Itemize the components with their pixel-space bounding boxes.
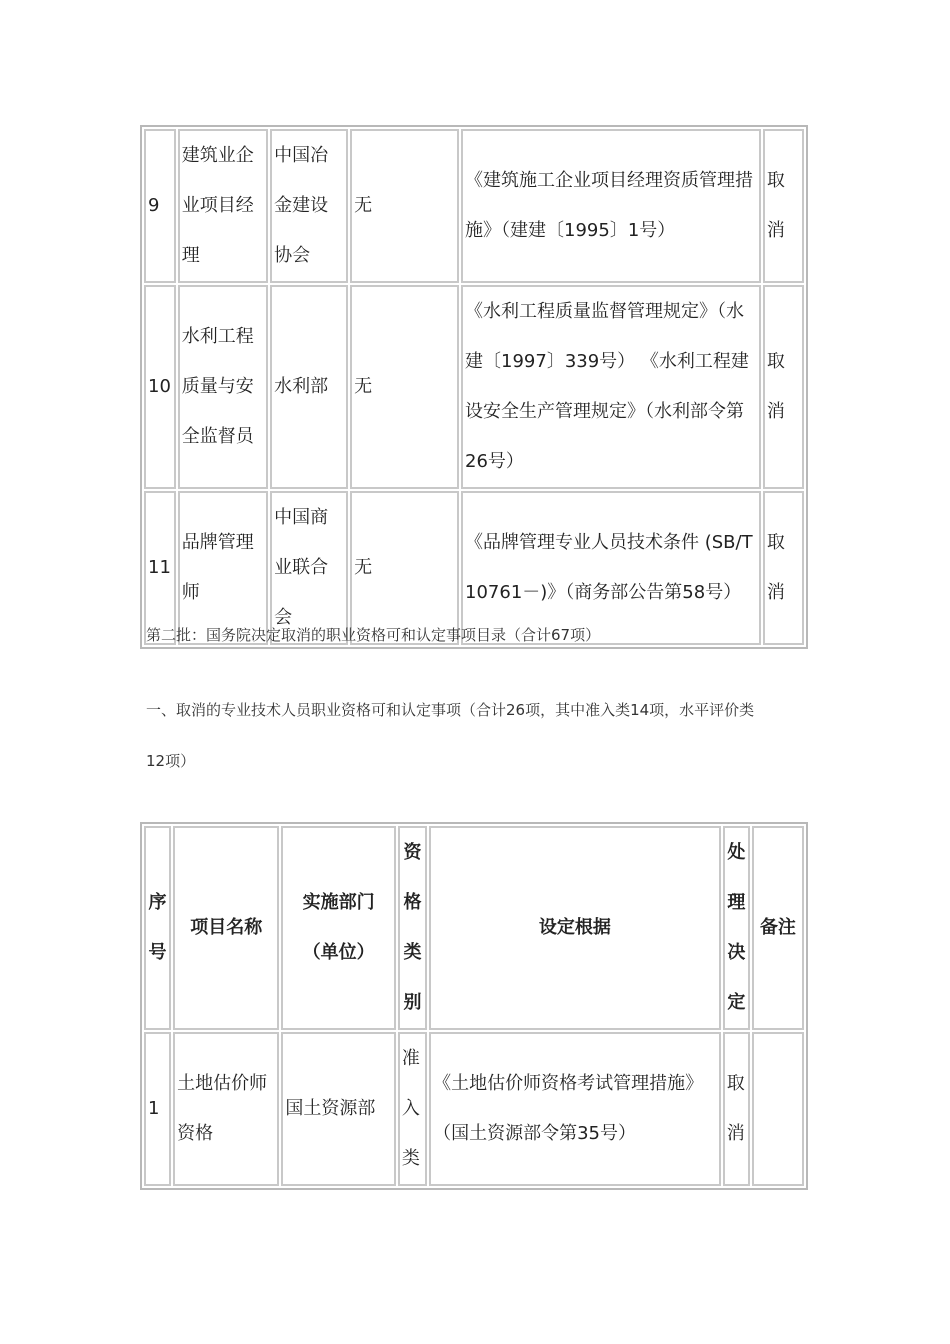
- legal-basis-cell: [461, 285, 761, 489]
- item-name: 品牌管理师: [178, 491, 268, 645]
- header-decision: 处理决定: [723, 826, 750, 1030]
- decision: 取消: [763, 285, 804, 489]
- department: 国土资源部: [281, 1032, 396, 1186]
- item-name: 水利工程质量与安全监督员: [178, 285, 268, 489]
- qualification-type: 准入类: [398, 1032, 427, 1186]
- batch2-heading: 第二批：国务院决定取消的职业资格可和认定事项目录（合计67项）: [146, 626, 601, 644]
- remark: [752, 1032, 804, 1186]
- department: 中国商业联合会: [270, 491, 348, 645]
- section1-heading: 一、取消的专业技术人员职业资格可和认定事项（合计26项，其中准入类14项，水平评价类: [146, 701, 755, 719]
- header-remark: 备注: [752, 826, 804, 1030]
- department: 水利部: [270, 285, 348, 489]
- row-number: 9: [144, 129, 176, 283]
- header-no: 序号: [144, 826, 171, 1030]
- table-row: [144, 129, 804, 283]
- legal-basis: 《品牌管理专业人员技术条件 (SB/T 10761－)》（商务部公告第58号）: [461, 491, 761, 645]
- decision: 取消: [723, 1032, 750, 1186]
- legal-basis: 《土地估价师资格考试管理措施》（国土资源部令第35号）: [429, 1032, 721, 1186]
- legal-basis: 《建筑施工企业项目经理资质管理措施》（建建〔1995〕1号）: [461, 129, 761, 283]
- header-name: 项目名称: [173, 826, 279, 1030]
- item-name: 建筑业企业项目经理: [178, 129, 268, 283]
- decision: 取消: [763, 491, 804, 645]
- legal-basis: 《水利工程质量监督管理规定》（水建〔1997〕339号）: [465, 301, 745, 372]
- row-number: 1: [144, 1032, 171, 1186]
- table-row: [144, 1032, 804, 1186]
- item-name: 土地估价师资格: [173, 1032, 279, 1186]
- header-basis: 设定根据: [429, 826, 721, 1030]
- header-type: 资格类别: [398, 826, 427, 1030]
- table-row: [144, 285, 804, 489]
- row-number: 11: [144, 491, 176, 645]
- table-header-row: [144, 826, 804, 1030]
- legal-basis-secondary: 《水利工程建设安全生产管理规定》（水利部令第26号）: [465, 351, 749, 472]
- header-dept: 实施部门（单位）: [281, 826, 396, 1030]
- qualification-type: 无: [350, 491, 459, 645]
- qualification-type: 无: [350, 129, 459, 283]
- qualification-table-part1: [140, 125, 808, 649]
- department: 中国冶金建设协会: [270, 129, 348, 283]
- qualification-table-part2: [140, 822, 808, 1190]
- section1-heading-cont: 12项）: [146, 752, 196, 770]
- decision: 取消: [763, 129, 804, 283]
- row-number: 10: [144, 285, 176, 489]
- qualification-type: 无: [350, 285, 459, 489]
